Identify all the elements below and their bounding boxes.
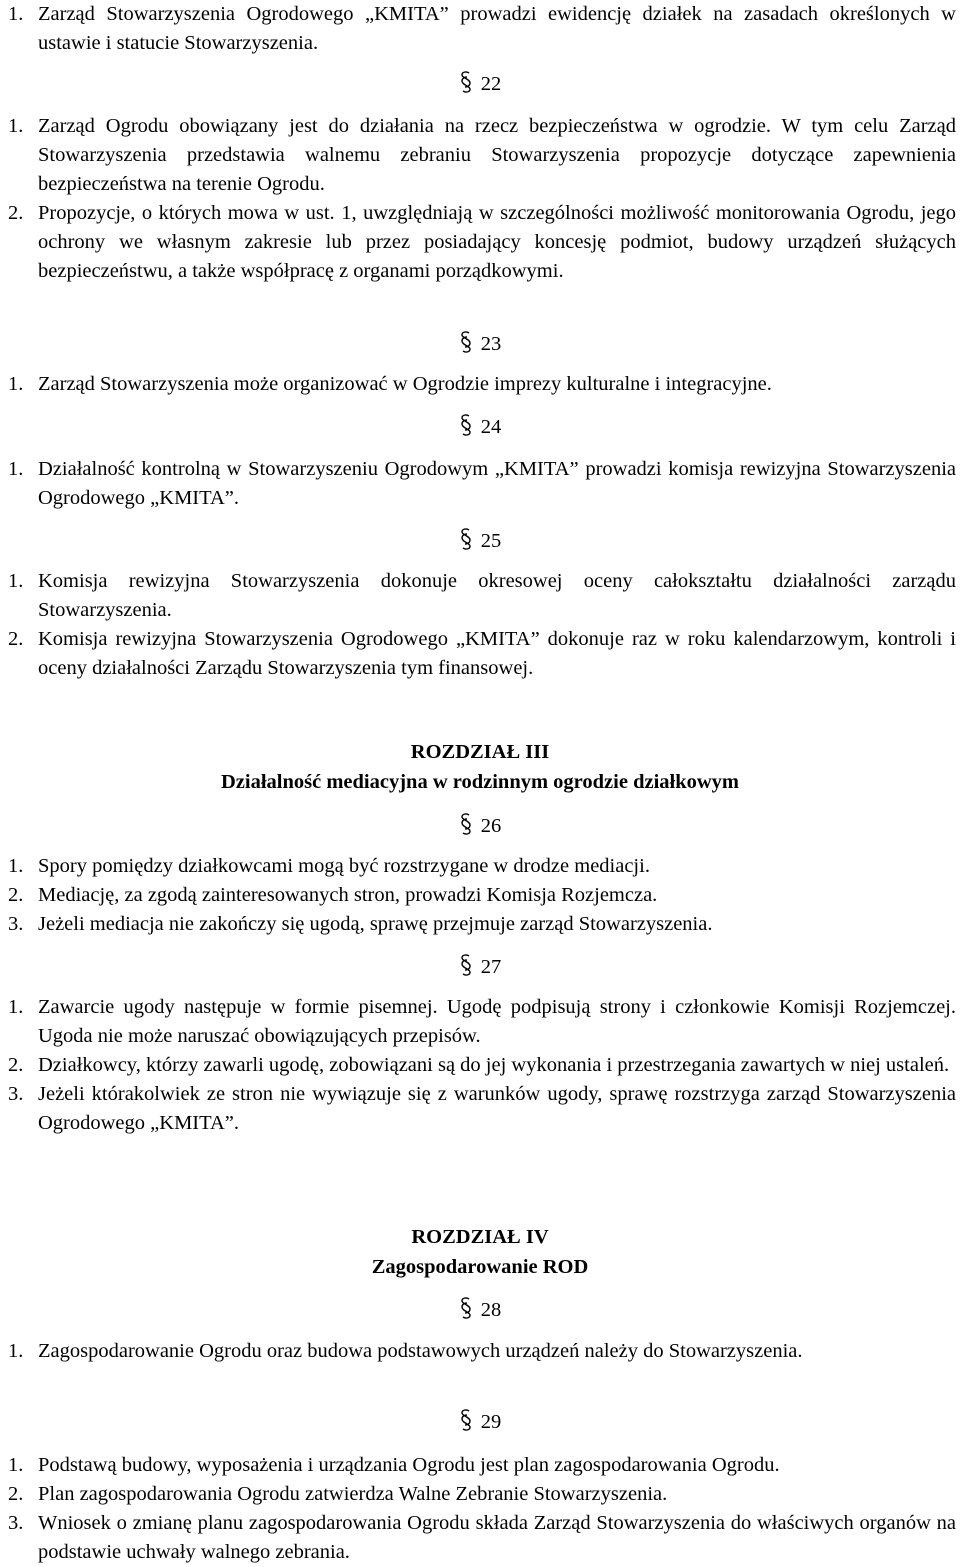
section-sign-icon [459, 331, 473, 353]
list-item [8, 455, 956, 513]
chapter-heading: ROZDZIAŁ IV [411, 1226, 549, 1248]
item-text: Wniosek o zmianę planu zagospodarowania Ogrodu składa Zarząd Stowarzyszenia do właściwych organów na podstawie uchwały walnego zebrania. [38, 1512, 956, 1563]
item-text: Komisja rewizyjna Stowarzyszenia dokonuje okresowej oceny całokształtu działalności zarządu Stowarzyszenia. [38, 570, 956, 621]
section-heading [0, 1296, 960, 1325]
paragraph-block [8, 0, 956, 58]
list-item [8, 1509, 956, 1567]
list-item [8, 993, 956, 1051]
item-text: Zarząd Ogrodu obowiązany jest do działania na rzecz bezpieczeństwa w ogrodzie. W tym celu Zarząd Stowarzyszenia przedstawia walnemu zebraniu Stowarzyszenia propozycje dotyczące zapewnienia bezpieczeństwa na terenie Ogrodu. [38, 115, 956, 195]
section-heading [0, 1408, 960, 1437]
section-sign-icon [459, 528, 473, 550]
section-number: 23 [480, 333, 502, 355]
chapter-title: Działalność mediacyjna w rodzinnym ogrodzie działkowym [221, 771, 739, 793]
paragraph-block [8, 370, 956, 399]
section-number: 26 [480, 815, 502, 837]
item-text: Zarząd Stowarzyszenia Ogrodowego „KMITA” prowadzi ewidencję działek na zasadach określonych w ustawie i statucie Stowarzyszenia. [38, 3, 956, 54]
item-number: 1. [8, 855, 24, 877]
list-item [8, 0, 956, 58]
item-text: Komisja rewizyjna Stowarzyszenia Ogrodowego „KMITA” dokonuje raz w roku kalendarzowym, kontroli i oceny działalności Zarządu Stowarzyszenia tym finansowej. [38, 628, 956, 679]
section-heading [0, 330, 960, 359]
paragraph-block [8, 455, 956, 513]
section-heading [0, 812, 960, 841]
item-text: Jeżeli mediacja nie zakończy się ugodą, sprawę przejmuje zarząd Stowarzyszenia. [38, 913, 713, 935]
paragraph-block [8, 112, 956, 286]
section-sign-icon [459, 1409, 473, 1431]
item-number: 3. [8, 1512, 24, 1534]
item-text: Zarząd Stowarzyszenia może organizować w Ogrodzie imprezy kulturalne i integracyjne. [38, 373, 772, 395]
section-number: 28 [480, 1299, 502, 1321]
paragraph-block [8, 1451, 956, 1567]
section-number: 24 [480, 416, 502, 438]
section-heading [0, 70, 960, 99]
list-item [8, 881, 956, 910]
section-number: 29 [480, 1411, 502, 1433]
list-item [8, 1080, 956, 1138]
item-text: Jeżeli którakolwiek ze stron nie wywiązuje się z warunków ugody, sprawę rozstrzyga zarząd Stowarzyszenia Ogrodowego „KMITA”. [38, 1083, 956, 1134]
section-number: 27 [480, 956, 502, 978]
item-number: 2. [8, 1054, 24, 1076]
list-item [8, 625, 956, 683]
item-text: Plan zagospodarowania Ogrodu zatwierdza Walne Zebranie Stowarzyszenia. [38, 1483, 668, 1505]
section-sign-icon [459, 813, 473, 835]
paragraph-block [8, 852, 956, 939]
item-number: 1. [8, 570, 24, 592]
section-heading [0, 413, 960, 442]
item-number: 3. [8, 1083, 24, 1105]
list-item [8, 1480, 956, 1509]
paragraph-block [8, 1337, 956, 1366]
section-heading [0, 953, 960, 982]
section-number: 22 [480, 73, 502, 95]
list-item [8, 1051, 956, 1080]
list-item [8, 567, 956, 625]
item-number: 1. [8, 1454, 24, 1476]
section-heading [0, 527, 960, 556]
item-text: Zagospodarowanie Ogrodu oraz budowa podstawowych urządzeń należy do Stowarzyszenia. [38, 1340, 803, 1362]
section-sign-icon [459, 1297, 473, 1319]
item-number: 3. [8, 913, 24, 935]
list-item [8, 1451, 956, 1480]
list-item [8, 852, 956, 881]
section-sign-icon [459, 954, 473, 976]
section-sign-icon [459, 414, 473, 436]
item-number: 1. [8, 3, 24, 25]
item-text: Propozycje, o których mowa w ust. 1, uwzględniają w szczególności możliwość monitorowania Ogrodu, jego ochrony we własnym zakresie lub przez posiadający koncesję podmiot, budowy urządzeń służących bezpieczeństwu, a także współpracę z organami porządkowymi. [38, 202, 956, 282]
item-text: Spory pomiędzy działkowcami mogą być rozstrzygane w drodze mediacji. [38, 855, 650, 877]
chapter-heading: ROZDZIAŁ III [410, 741, 550, 763]
list-item [8, 910, 956, 939]
paragraph-block [8, 993, 956, 1138]
item-number: 1. [8, 458, 24, 480]
paragraph-block [8, 567, 956, 683]
section-sign-icon [459, 71, 473, 93]
item-text: Zawarcie ugody następuje w formie pisemnej. Ugodę podpisują strony i członkowie Komisji Rozjemczej. Ugoda nie może naruszać obowiązujących przepisów. [38, 996, 956, 1047]
item-number: 1. [8, 1340, 24, 1362]
item-text: Działalność kontrolną w Stowarzyszeniu Ogrodowym „KMITA” prowadzi komisja rewizyjna Stowarzyszenia Ogrodowego „KMITA”. [38, 458, 956, 509]
list-item [8, 1337, 956, 1366]
list-item [8, 370, 956, 399]
chapter-title: Zagospodarowanie ROD [371, 1256, 589, 1278]
list-item [8, 199, 956, 286]
item-number: 1. [8, 996, 24, 1018]
item-text: Działkowcy, którzy zawarli ugodę, zobowiązani są do jej wykonania i przestrzegania zawartych w niej ustaleń. [38, 1054, 950, 1076]
section-number: 25 [480, 530, 502, 552]
item-text: Mediację, za zgodą zainteresowanych stron, prowadzi Komisja Rozjemcza. [38, 884, 658, 906]
item-number: 2. [8, 1483, 24, 1505]
list-item [8, 112, 956, 199]
item-number: 2. [8, 628, 24, 650]
item-number: 1. [8, 373, 24, 395]
item-number: 2. [8, 202, 24, 224]
item-number: 1. [8, 115, 24, 137]
item-number: 2. [8, 884, 24, 906]
item-text: Podstawą budowy, wyposażenia i urządzania Ogrodu jest plan zagospodarowania Ogrodu. [38, 1454, 780, 1476]
